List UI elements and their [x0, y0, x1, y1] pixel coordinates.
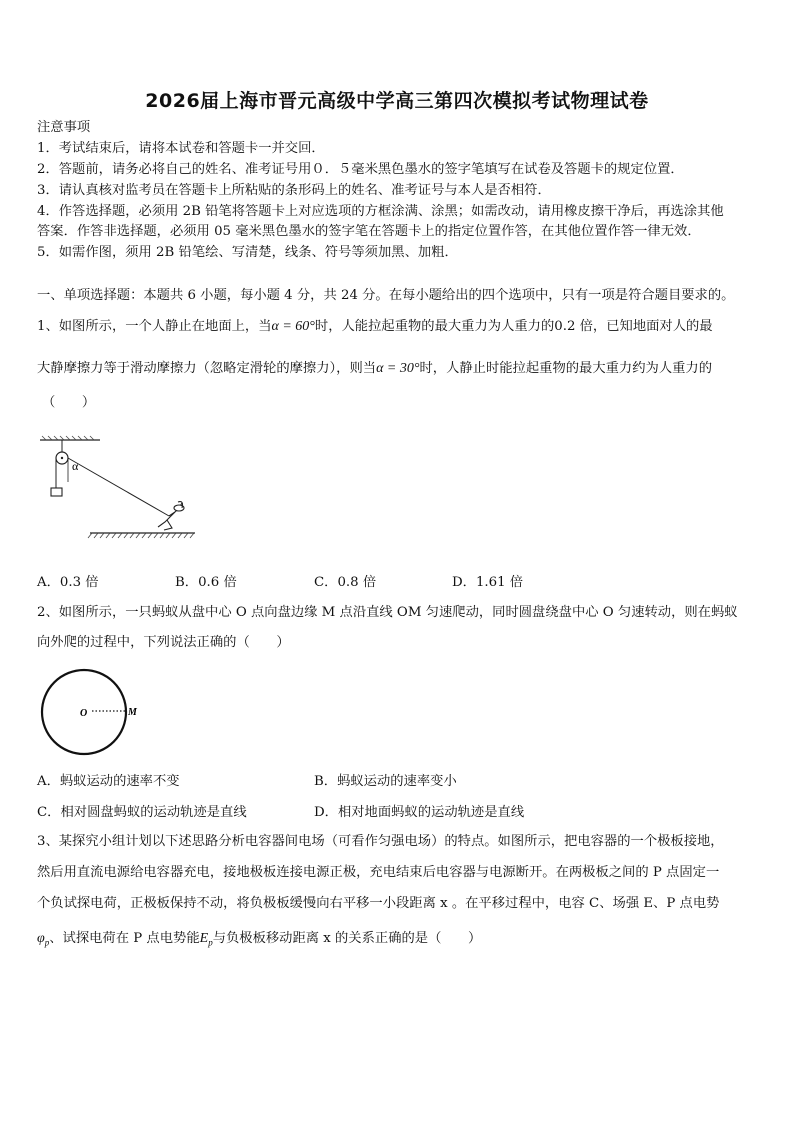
section-heading: 一、单项选择题：本题共 6 小题，每小题 4 分，共 24 分。在每小题给出的四个选项中，只有一项是符合题目要求的。 — [37, 288, 735, 303]
question-1-line-1: 1、如图所示，一个人静止在地面上，当α = 60°时，人能拉起重物的最大重力为人重力的0.2 倍，已知地面对人的最 — [37, 319, 713, 334]
disc-figure — [38, 664, 138, 760]
option-d[interactable]: D．相对地面蚂蚁的运动轨迹是直线 — [314, 805, 525, 820]
person-figure — [158, 502, 184, 530]
pulley-figure — [38, 430, 198, 545]
option-d[interactable]: D．1.61 倍 — [452, 575, 524, 590]
option-b[interactable]: B．0.6 倍 — [175, 575, 237, 590]
question-1-line-2: 大静摩擦力等于滑动摩擦力（忽略定滑轮的摩擦力），则当α = 30°时，人静止时能拉起重物的最大重力约为人重力的 — [37, 361, 713, 376]
option-a[interactable]: A．0.3 倍 — [37, 575, 99, 590]
notice-item: 4．作答选择题，必须用 2B 铅笔将答题卡上对应选项的方框涂满、涂黑；如需改动，请用橡皮擦干净后，再选涂其他 — [37, 204, 724, 219]
question-3-line-2: 然后用直流电源给电容器充电，接地极板连接电源正极，充电结束后电容器与电源断开。在两极板之间的 P 点固定一 — [37, 865, 720, 880]
option-a[interactable]: A．蚂蚁运动的速率不变 — [37, 774, 180, 789]
notice-item: 3．请认真核对监考员在答题卡上所粘贴的条形码上的姓名、准考证号与本人是否相符． — [37, 183, 551, 198]
notice-item: 2．答题前，请务必将自己的姓名、准考证号用０．５毫米黑色墨水的签字笔填写在试卷及答题卡的规定位置． — [37, 162, 684, 177]
angle-value: α = 30° — [376, 361, 420, 376]
question-1-line-3: （ ） — [42, 395, 96, 410]
weight-block — [51, 488, 62, 496]
page-title: 2026届上海市晋元高级中学高三第四次模拟考试物理试卷 — [145, 90, 649, 112]
option-c[interactable]: C．0.8 倍 — [314, 575, 377, 590]
question-2-line-1: 2、如图所示，一只蚂蚁从盘中心 O 点向盘边缘 M 点沿直线 OM 匀速爬动，同时圆盘绕盘中心 O 匀速转动，则在蚂蚁 — [37, 605, 738, 620]
notice-item: 1．考试结束后，请将本试卷和答题卡一并交回． — [37, 141, 325, 156]
option-c[interactable]: C．相对圆盘蚂蚁的运动轨迹是直线 — [37, 805, 247, 820]
option-b[interactable]: B．蚂蚁运动的速率变小 — [314, 774, 457, 789]
notice-item: 5．如需作图，须用 2B 铅笔绘、写清楚，线条、符号等须加黑、加粗． — [37, 245, 458, 260]
angle-label: α — [72, 459, 79, 473]
notice-item: 答案．作答非选择题，必须用 05 毫米黑色墨水的签字笔在答题卡上的指定位置作答，在其他位置作答一律无效． — [37, 224, 701, 239]
question-3-line-1: 3、某探究小组计划以下述思路分析电容器间电场（可看作匀强电场）的特点。如图所示，把电容器的一个极板接地， — [37, 834, 724, 849]
question-3-line-3: 个负试探电荷，正极板保持不动，将负极板缓慢向右平移一小段距离 x 。在平移过程中，电容 C、场强 E、P 点电势 — [37, 896, 720, 911]
question-2-line-2: 向外爬的过程中，下列说法正确的（ ） — [37, 635, 290, 650]
point-m-label: M — [128, 707, 137, 718]
angle-value: α = 60° — [271, 319, 315, 334]
point-o-label: O — [80, 708, 88, 719]
notice-heading: 注意事项 — [37, 120, 91, 135]
question-3-line-4: $\varphi_p$、试探电荷在 P 点电势能$E_p$与负极板移动距离 x 的关系正确的是（ ） — [37, 931, 482, 948]
